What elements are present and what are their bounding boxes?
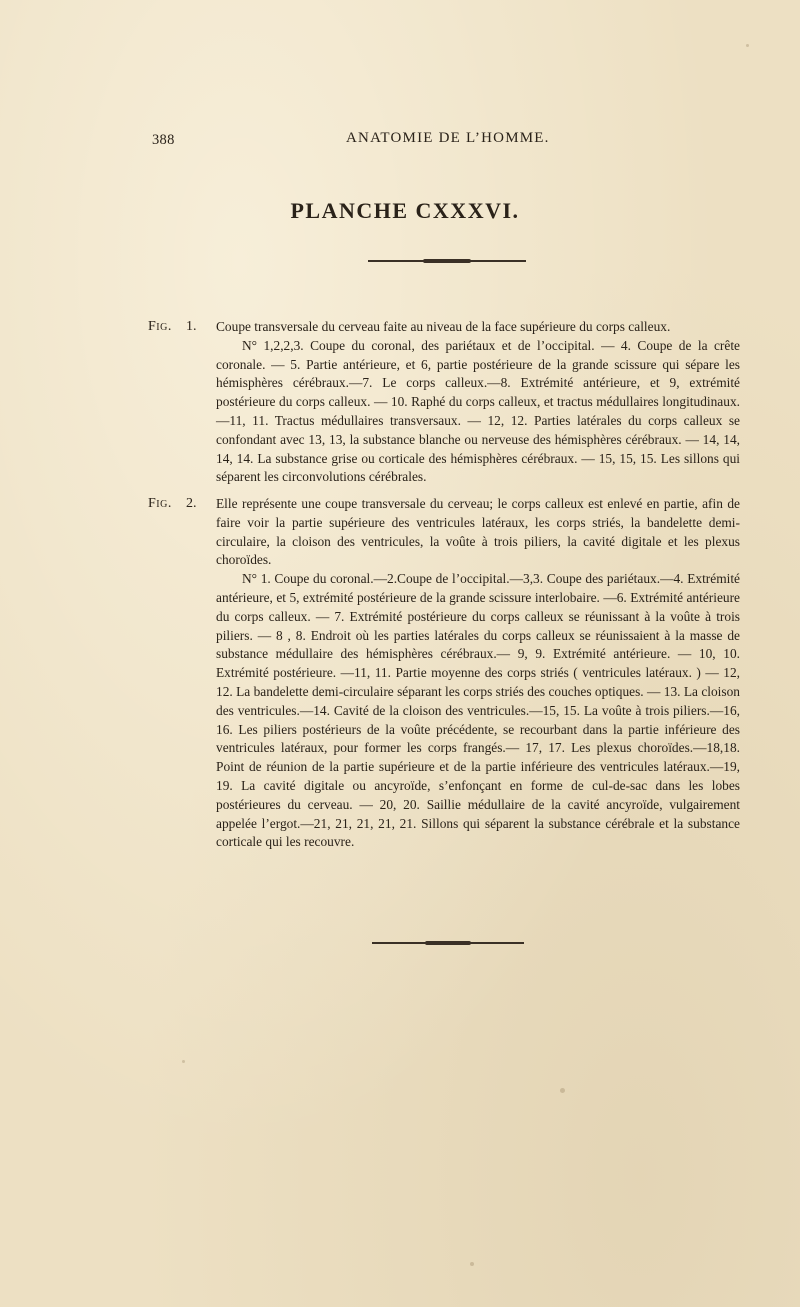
figure-label: Fig.	[148, 496, 172, 511]
figure-1-legend: N° 1,2,2,3. Coupe du coronal, des pariétaux et de l’occipital. — 4. Coupe de la crête coronale. — 5. Partie antérieure, et 6, partie postérieure de la grande scissure qui sépare les hémisphères cérébraux.—7. Le corps calleux.—8. Extrémité antérieure, et 9, extrémité postérieure du corps calleux. — 10. Raphé du corps calleux, et tractus médullaires longitudinaux.—11, 11. Tractus médullaires transversaux. — 12, 12. Parties latérales du corps calleux se confondant avec 13, 13, la substance blanche ou nerveuse des hémisphères cérébraux. — 14, 14, 14, 14. La substance grise ou corticale des hémisphères cérébraux. — 15, 15, 15. Les sillons qui séparent les circonvolutions cérébrales.	[216, 337, 740, 485]
running-head	[0, 130, 800, 152]
figure-2-caption: Elle représente une coupe transversale du cerveau; le corps calleux est enlevé en partie, afin de faire voir la partie supérieure des ventricules latéraux, les corps striés, la bandelette demi-circulaire, la cloison des ventricules, la voûte à trois piliers, la cavité digitale et les plexus choroïdes.	[216, 496, 740, 568]
figure-number: 2.	[186, 496, 197, 511]
figure-label: Fig.	[148, 319, 172, 334]
paper-speck	[746, 44, 749, 47]
paper-speck	[470, 1262, 474, 1266]
figure-1-description	[148, 318, 740, 487]
plate-title: PLANCHE CXXXVI.	[290, 198, 520, 223]
bottom-ornamental-rule	[372, 942, 524, 944]
top-ornamental-rule	[368, 260, 526, 262]
paper-speck	[182, 1060, 185, 1063]
figure-1-caption: Coupe transversale du cerveau faite au niveau de la face supérieure du corps calleux.	[216, 319, 671, 334]
figure-2-description	[148, 495, 740, 852]
figure-1-text	[216, 318, 740, 487]
page-number: 388	[152, 132, 175, 148]
figure-2-legend: N° 1. Coupe du coronal.—2.Coupe de l’occipital.—3,3. Coupe des pariétaux.—4. Extrémité antérieure, et 5, extrémité postérieure de la grande scissure interlobaire. —6. Extrémité antérieure du corps calleux. — 7. Extrémité postérieure du corps calleux se réunissant à la voûte à trois piliers. — 8 , 8. Endroit où les parties latérales du corps calleux se réunissaient à la masse de substance médullaire des hémisphères cérébraux.— 9, 9. Extrémité antérieure. — 10, 10. Extrémité postérieure. —11, 11. Partie moyenne des corps striés ( ventricules latéraux. ) — 12, 12. La bandelette demi-circulaire séparant les corps striés des couches optiques. — 13. La cloison des ventricules.—14. Cavité de la cloison des ventricules.—15, 15. La voûte à trois piliers.—16, 16. Les piliers postérieurs de la voûte précédente, se recourbant dans la partie inférieure des ventricules latéraux, pour former les corps frangés.— 17, 17. Les plexus choroïdes.—18,18. Point de réunion de la partie supérieure et de la partie inférieure des ventricules latéraux.—19, 19. La cavité digitale ou ancyroïde, s’enfonçant en forme de cul-de-sac dans les lobes postérieures du cerveau. — 20, 20. Saillie médullaire de la cavité ancyroïde, vulgairement appelée l’ergot.—21, 21, 21, 21, 21. Sillons qui séparent la substance cérébrale et la substance corticale qui les recouvre.	[216, 571, 740, 850]
paper-speck	[560, 1088, 565, 1093]
figure-number: 1.	[186, 319, 197, 334]
running-title: ANATOMIE DE L’HOMME.	[346, 130, 550, 146]
figure-2-text	[216, 495, 740, 852]
